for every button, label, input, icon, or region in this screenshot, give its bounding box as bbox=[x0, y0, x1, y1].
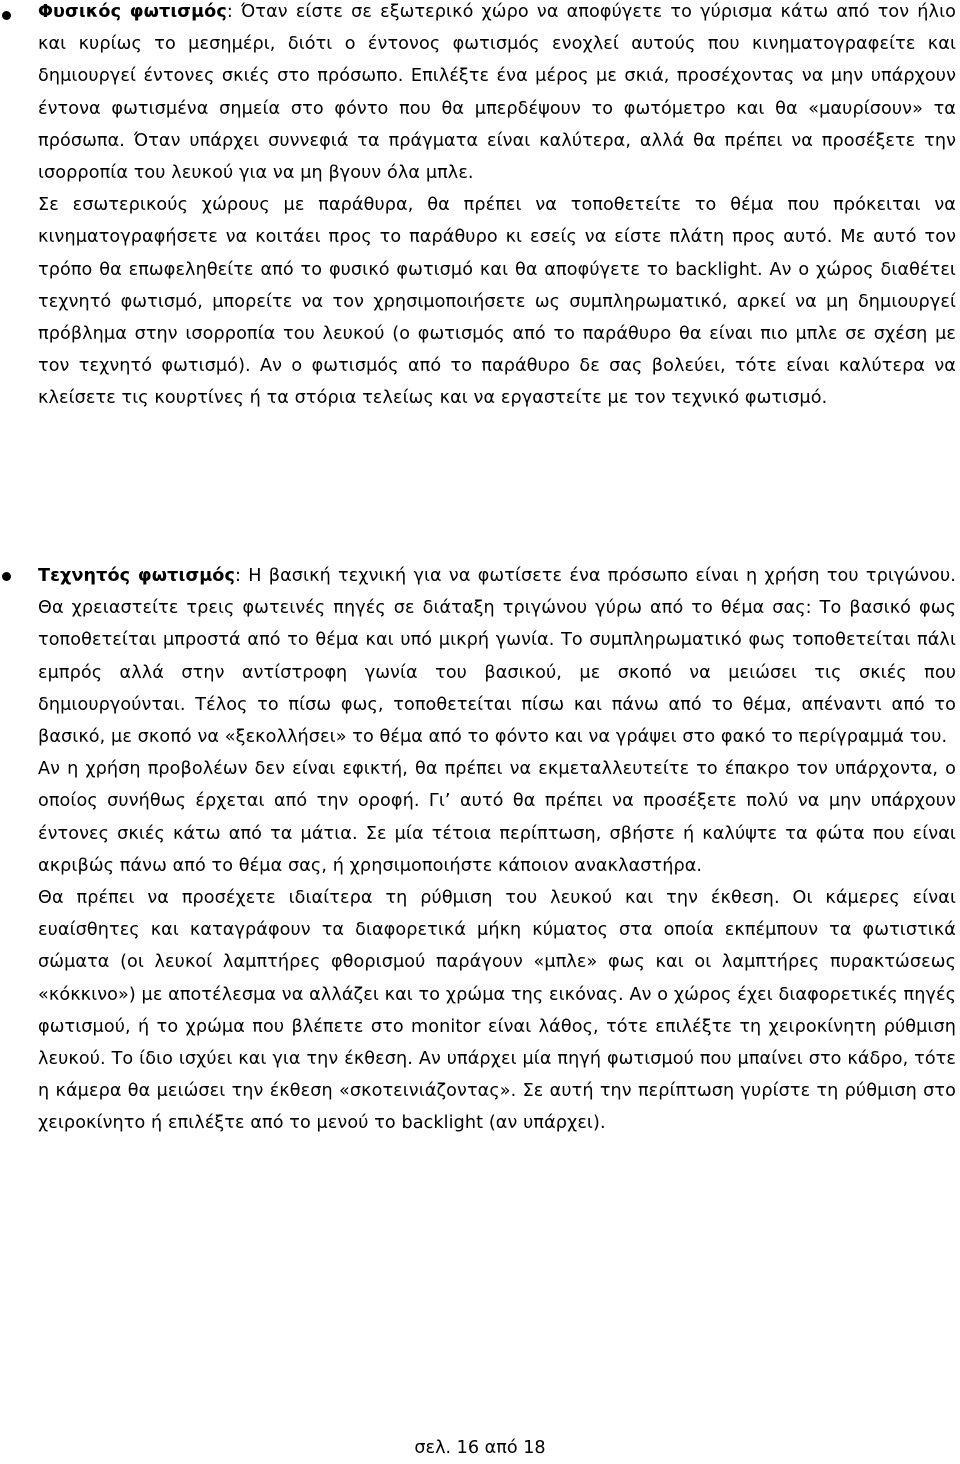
bullet-icon bbox=[2, 11, 11, 20]
paragraph bbox=[38, 560, 956, 753]
bullet-content bbox=[38, 0, 956, 415]
section-term: Φυσικός φωτισμός bbox=[38, 2, 227, 22]
page-number: σελ. 16 από 18 bbox=[414, 1438, 546, 1458]
paragraph-text: Σε εσωτερικούς χώρους με παράθυρα, θα πρέπει να τοποθετείτε το θέμα που πρόκειται να κινηματογραφήσετε να κοιτάει προς το παράθυρο κι εσείς να είστε πλάτη προς αυτό. Με αυτό τον τρόπο θα επωφεληθείτε από το φυσικό φωτισμό και θα αποφύγετε το backlight. Αν ο χώρος διαθέτει τεχνητό φωτισμό, μπορείτε να τον χρησιμοποιήσετε ως συμπληρωματικό, αρκεί να μη δημιουργεί πρόβλημα στην ισορροπία του λευκού (ο φωτισμός από το παράθυρο θα είναι πιο μπλε σε σχέση με τον τεχνητό φωτισμό). Αν ο φωτισμός από το παράθυρο δε σας βολεύει, τότε είναι καλύτερα να κλείσετε τις κουρτίνες ή τα στόρια τελείως και να εργαστείτε με τον τεχνικό φωτισμό. bbox=[38, 195, 956, 409]
bullet-content bbox=[38, 560, 956, 1140]
section-term: Τεχνητός φωτισμός bbox=[38, 566, 236, 586]
paragraph-text: Αν η χρήση προβολέων δεν είναι εφικτή, θα πρέπει να εκμεταλλευτείτε το έπακρο τον υπάρχοντα, ο οποίος συνήθως έρχεται από την οροφή. Γι’ αυτό θα πρέπει να προσέξετε πολύ να μην υπάρχουν έντονες σκιές κάτω από τα μάτια. Σε μία τέτοια περίπτωση, σβήστε ή καλύψτε τα φώτα που είναι ακριβώς πάνω από το θέμα σας, ή χρησιμοποιήστε κάποιον ανακλαστήρα. bbox=[38, 759, 956, 876]
paragraph-text: Θα πρέπει να προσέχετε ιδιαίτερα τη ρύθμιση του λευκού και την έκθεση. Οι κάμερες είναι ευαίσθητες και καταγράφουν τα διαφορετικά μήκη κύματος στα οποία εκπέμπουν τα φωτιστικά σώματα (οι λευκοί λαμπτήρες φθορισμού παράγουν «μπλε» φως και οι λαμπτήρες πυρακτώσεως «κόκκινο») με αποτέλεσμα να αλλάζει και το χρώμα της εικόνας. Αν ο χώρος έχει διαφορετικές πηγές φωτισμού, ή το χρώμα που βλέπετε στο monitor είναι λάθος, τότε επιλέξτε τη χειροκίνητη ρύθμιση λευκού. Το ίδιο ισχύει και για την έκθεση. Αν υπάρχει μία πηγή φωτισμού που μπαίνει στο κάδρο, τότε η κάμερα θα μειώσει την έκθεση «σκοτεινιάζοντας». Σε αυτή την περίπτωση γυρίστε τη ρύθμιση στο χειροκίνητο ή επιλέξτε από το μενού το backlight (αν υπάρχει). bbox=[38, 888, 956, 1134]
paragraph bbox=[38, 189, 956, 414]
paragraph bbox=[38, 753, 956, 882]
paragraph bbox=[38, 0, 956, 189]
term-separator: : bbox=[235, 566, 249, 586]
paragraph-text: Όταν είστε σε εξωτερικό χώρο να αποφύγετε το γύρισμα κάτω από τον ήλιο και κυρίως το μεσημέρι, διότι ο έντονος φωτισμός ενοχλεί αυτούς που κινηματογραφείτε και δημιουργεί έντονες σκιές στο πρόσωπο. Επιλέξτε ένα μέρος με σκιά, προσέχοντας να μην υπάρχουν έντονα φωτισμένα σημεία στο φόντο που θα μπερδέψουν το φωτόμετρο και θα «μαυρίσουν» τα πρόσωπα. Όταν υπάρχει συννεφιά τα πράγματα είναι καλύτερα, αλλά θα πρέπει να προσέξετε την ισορροπία του λευκού για να μη βγουν όλα μπλε. bbox=[38, 2, 956, 184]
paragraph-text: Η βασική τεχνική για να φωτίσετε ένα πρόσωπο είναι η χρήση του τριγώνου. Θα χρειαστείτε τρεις φωτεινές πηγές σε διάταξη τριγώνου γύρω από το θέμα σας: Το βασικό φως τοποθετείται μπροστά από το θέμα και υπό μικρή γωνία. Το συμπληρωματικό φως τοποθετείται πάλι εμπρός αλλά στην αντίστροφη γωνία του βασικού, με σκοπό να μειώσει τις σκιές που δημιουργούνται. Τέλος το πίσω φως, τοποθετείται πίσω και πάνω από το θέμα, απέναντι από το βασικό, με σκοπό να «ξεκολλήσει» το θέμα από το φόντο και να γράψει στο φακό το περίγραμμά του. bbox=[38, 566, 956, 748]
bullet-icon bbox=[2, 572, 11, 581]
paragraph bbox=[38, 882, 956, 1140]
term-separator: : bbox=[226, 2, 241, 22]
page-footer bbox=[0, 1437, 960, 1459]
